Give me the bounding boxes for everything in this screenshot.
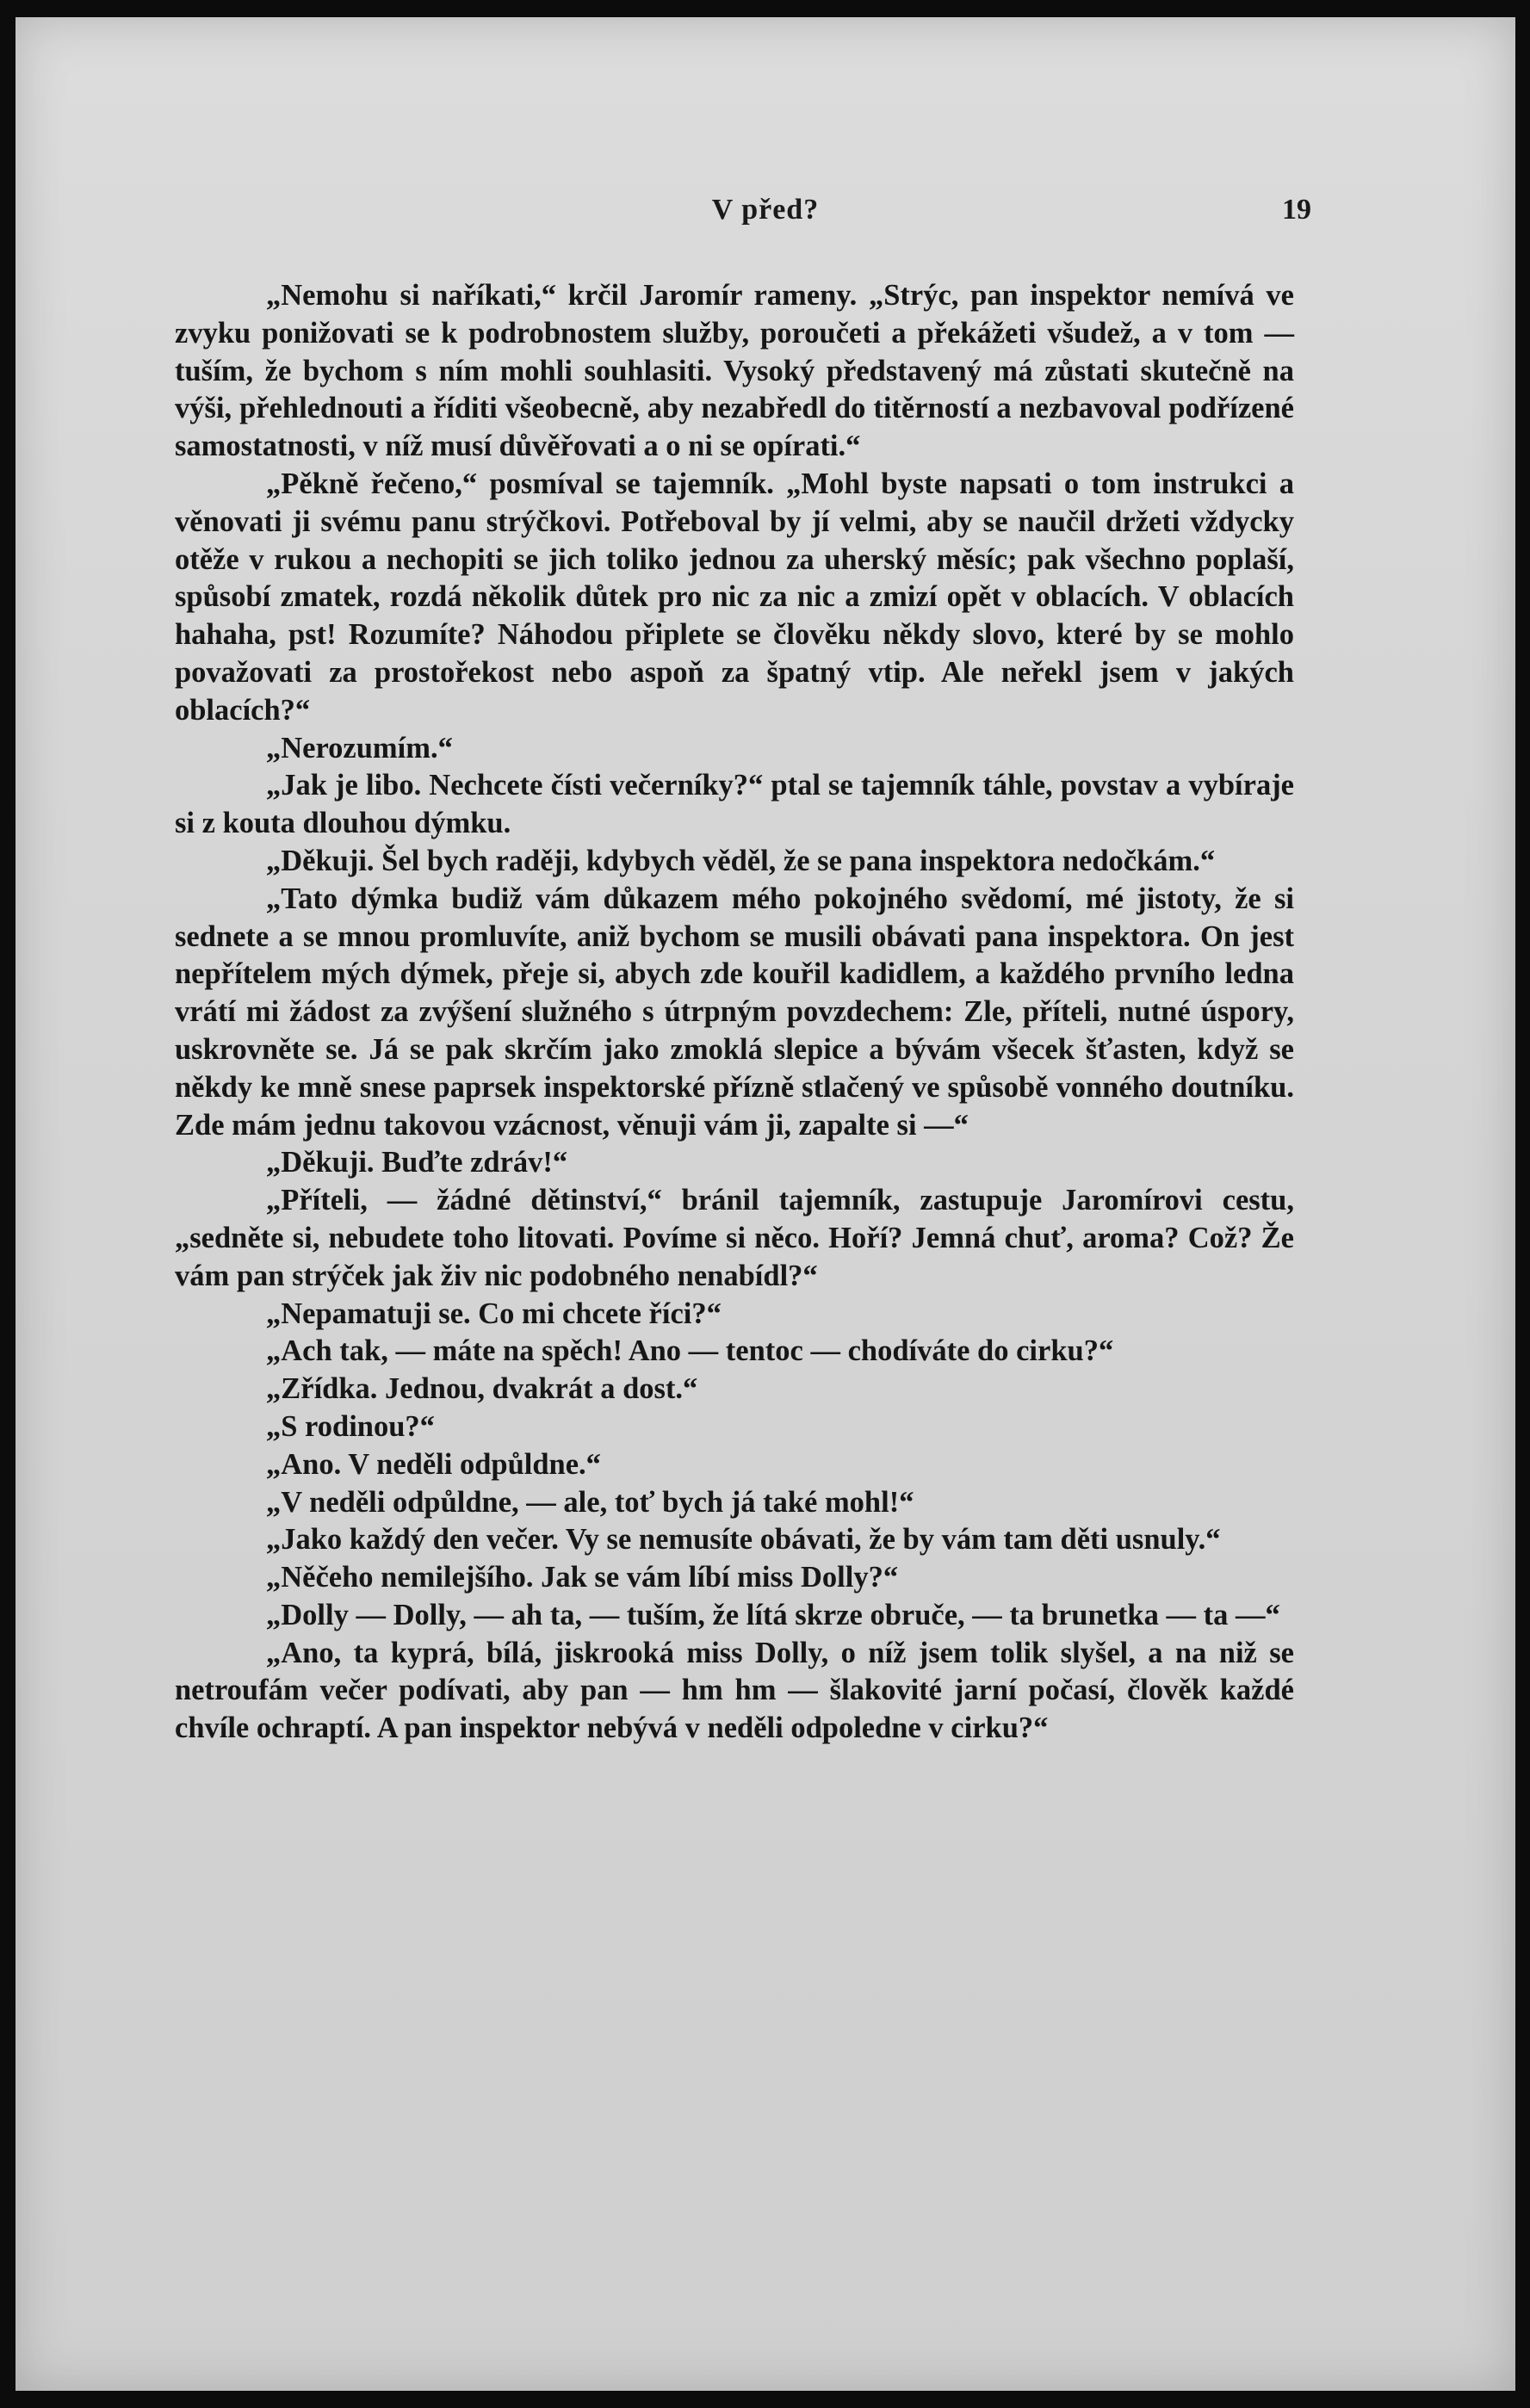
- paragraph: „Děkuji. Buďte zdráv!“: [266, 1146, 568, 1179]
- page-number: 19: [1282, 194, 1311, 226]
- paragraph: „Příteli, — žádné dětinství,“ bránil tajemník, zastupuje Jaromírovi cestu, „sedněte si, nebudete toho litovati. Povíme si něco. Hoří? Jemná chuť, aroma? Což? Že vám pan strýček jak živ nic podobného nenabídl?“: [175, 1184, 1294, 1292]
- paragraph: „Nemohu si naříkati,“ krčil Jaromír rameny. „Strýc, pan inspektor nemívá ve zvyku ponižovati se k podrobnostem služby, poroučeti a překážeti všudež, a v tom — tuším, že bychom s ním mohli souhlasiti. Vysoký představený má zůstati skutečně na výši, přehlednouti a říditi všeobecně, aby nezabředl do titěrností a nezbavoval podřízené samostatnosti, v níž musí důvěřovati a o ni se opírati.“: [175, 279, 1294, 463]
- paragraph: „Ach tak, — máte na spěch! Ano — tentoc — chodíváte do cirku?“: [266, 1334, 1114, 1368]
- body-text: [175, 277, 1294, 1748]
- paragraph: „S rodinou?“: [266, 1409, 435, 1443]
- paragraph: „Jak je libo. Nechcete čísti večerníky?“ ptal se tajemník táhle, povstav a vybíraje si z kouta dlouhou dýmku.: [175, 769, 1294, 840]
- paragraph: „Něčeho nemilejšího. Jak se vám líbí miss Dolly?“: [266, 1561, 899, 1594]
- paragraph: „Nerozumím.“: [266, 731, 453, 764]
- paragraph: „Zřídka. Jednou, dvakrát a dost.“: [266, 1372, 698, 1406]
- paragraph: „V neděli odpůldne, — ale, toť bych já také mohl!“: [266, 1485, 914, 1519]
- running-head: [15, 194, 1515, 237]
- paragraph: „Děkuji. Šel bych raději, kdybych věděl, že se pana inspektora nedočkám.“: [266, 844, 1216, 877]
- paragraph: „Jako každý den večer. Vy se nemusíte obávati, že by vám tam děti usnuly.“: [266, 1523, 1221, 1557]
- paragraph: „Ano, ta kyprá, bílá, jiskrooká miss Dolly, o níž jsem tolik slyšel, a na niž se netroufám večer podívati, aby pan — hm hm — šlakovité jarní počasí, člověk každé chvíle ochraptí. A pan inspektor nebývá v neděli odpoledne v cirku?“: [175, 1636, 1294, 1745]
- paragraph: „Nepamatuji se. Co mi chcete říci?“: [266, 1297, 722, 1330]
- paragraph: „Tato dýmka budiž vám důkazem mého pokojného svědomí, mé jistoty, že si sednete a se mnou promluvíte, aniž bychom se musili obávati pana inspektora. On jest nepřítelem mých dýmek, přeje si, abych zde kouřil kadidlem, a každého prvního ledna vrátí mi žádost za zvýšení služného s útrpným povzdechem: Zle, příteli, nutné úspory, uskrovněte se. Já se pak skrčím jako zmoklá slepice a bývám všecek šťasten, když se někdy ke mně snese paprsek inspektorské přízně stlačený ve spůsobě vonného doutníku. Zde mám jednu takovou vzácnost, věnuji vám ji, zapalte si —“: [175, 882, 1294, 1142]
- book-page: [15, 17, 1515, 2391]
- running-title: V před?: [711, 194, 820, 226]
- paragraph: „Ano. V neděli odpůldne.“: [266, 1447, 601, 1481]
- paragraph: „Pěkně řečeno,“ posmíval se tajemník. „Mohl byste napsati o tom instrukci a věnovati ji svému panu strýčkovi. Potřeboval by jí velmi, aby se naučil držeti vždycky otěže v rukou a nechopiti se jich toliko jednou za uherský měsíc; pak všechno poplaší, spůsobí zmatek, rozdá několik důtek pro nic za nic a zmizí opět v oblacích. V oblacích hahaha, pst! Rozumíte? Náhodou připlete se člověku někdy slovo, které by se mohlo považovati za prostořekost nebo aspoň za špatný vtip. Ale neřekl jsem v jakých oblacích?“: [175, 467, 1294, 727]
- paragraph: „Dolly — Dolly, — ah ta, — tuším, že lítá skrze obruče, — ta brunetka — ta —“: [266, 1598, 1280, 1631]
